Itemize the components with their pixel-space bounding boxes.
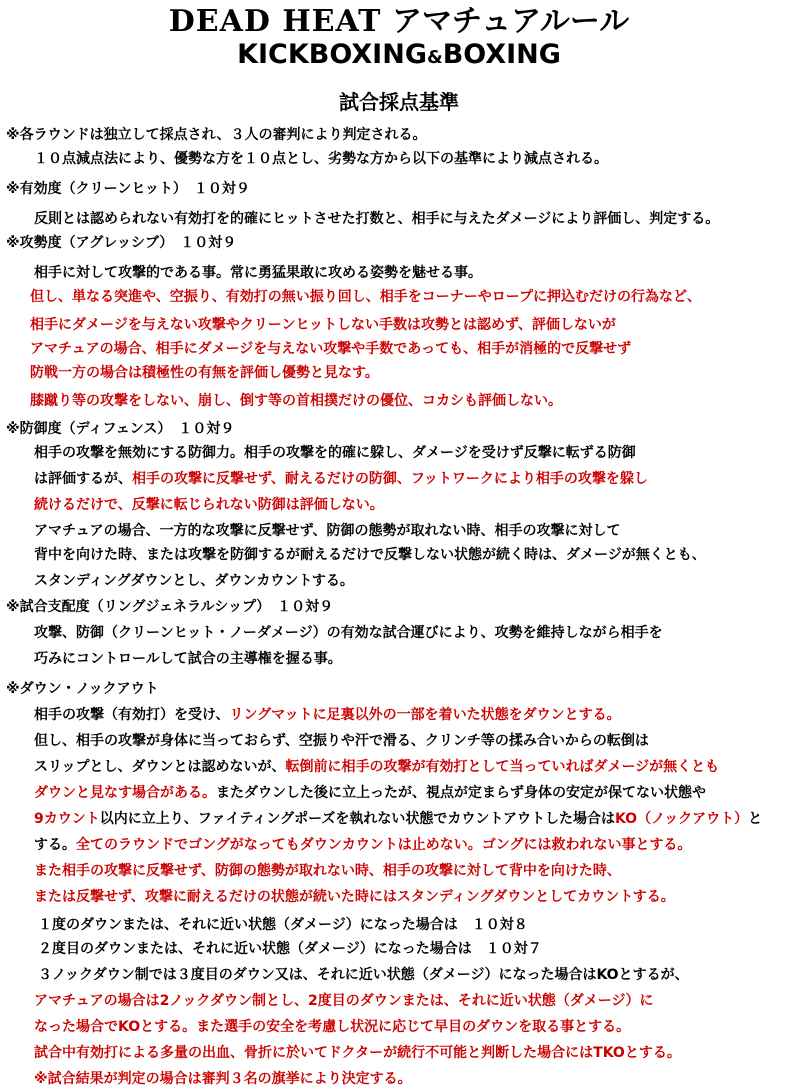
rule-line <box>30 286 701 308</box>
rule-text: スタンディングダウンとし、ダウンカウントする。 <box>34 573 354 589</box>
rule-text: 巧みにコントロールして試合の主導権を握る事。 <box>34 651 342 667</box>
rule-line <box>30 362 379 384</box>
rule-line <box>34 148 608 170</box>
highlighted-text: 試合中有効打による多量の出血、骨折に於いてドクターが続行不可能と判断した場合にはTKOとする。 <box>34 1045 681 1061</box>
rule-line <box>34 648 342 670</box>
subtitle-ampersand: & <box>427 47 443 68</box>
rule-line <box>30 338 631 360</box>
rule-line <box>34 442 636 464</box>
rule-line <box>30 314 616 336</box>
highlighted-text: なった場合でKOとする。また選手の安全を考慮し状況に応じて早目のダウンを取る事とする。 <box>34 1019 631 1035</box>
rule-line <box>34 730 649 752</box>
highlighted-text: アマチュアの場合、相手にダメージを与えない攻撃や手数であっても、相手が消極的で反撃せず <box>30 341 632 357</box>
rule-text: アマチュアの場合、一方的な攻撃に反撃せず、防御の態勢が取れない時、相手の攻撃に対して <box>34 523 621 539</box>
rule-line <box>34 468 648 490</box>
highlighted-text: または反撃せず、攻撃に耐えるだけの状態が続いた時にはスタンディングダウンとしてカウントする。 <box>34 889 675 905</box>
rule-text: ※攻勢度（アグレッシブ） １０対９ <box>6 235 237 251</box>
rule-text: ※有効度（クリーンヒット） １０対９ <box>6 181 250 197</box>
rule-text: 反則とは認められない有効打を的確にヒットさせた打数と、相手に与えたダメージにより評価し、判定する。 <box>34 211 720 227</box>
rule-line <box>6 678 159 700</box>
highlighted-text: リングマットに足裏以外の一部を着いた状態をダウンとする。 <box>229 707 621 723</box>
rule-text: 攻撃、防御（クリーンヒット・ノーダメージ）の有効な試合運びにより、攻勢を維持しながら相手を <box>34 625 663 641</box>
rule-text: 相手の攻撃（有効打）を受け、 <box>34 707 230 723</box>
rule-line <box>34 756 719 778</box>
rule-line <box>6 178 250 200</box>
rule-text: 相手に対して攻撃的である事。常に勇猛果敢に攻める姿勢を魅せる事。 <box>34 265 482 281</box>
rule-text: ※防御度（ディフェンス） １０対９ <box>6 421 235 437</box>
rule-line <box>34 622 663 644</box>
subtitle-kickboxing: KICKBOXING <box>237 39 427 70</box>
highlighted-text: ※試合結果が判定の場合は審判３名の旗挙により決定する。 <box>34 1071 412 1087</box>
rule-line <box>34 520 620 542</box>
rule-text: 相手の攻撃を無効にする防御力。相手の攻撃を的確に躱し、ダメージを受けず反撃に転ずる防御 <box>34 445 636 461</box>
rule-text: またダウンした後に立上ったが、視点が定まらず身体の安定が保てない状態や <box>216 785 706 801</box>
rule-line <box>34 1068 412 1090</box>
rule-line <box>6 232 236 254</box>
title-english: DEAD HEAT <box>168 4 382 39</box>
rule-text: １０点減点法により、優勢な方を１０点とし、劣勢な方から以下の基準により減点される。 <box>34 151 608 167</box>
highlighted-text: 全てのラウンドでゴングがなってもダウンカウントは止めない。ゴングには救われない事とする。 <box>76 837 692 853</box>
rule-line <box>38 914 528 936</box>
rule-line <box>34 544 706 566</box>
rule-line <box>34 990 654 1012</box>
rule-line <box>6 418 234 440</box>
highlighted-text: 転倒前に相手の攻撃が有効打として当っていればダメージが無くとも <box>285 759 720 775</box>
rule-text: ※ダウン・ノックアウト <box>6 681 159 697</box>
rule-line <box>34 886 675 908</box>
rule-line <box>30 390 562 412</box>
rule-line <box>34 704 621 726</box>
rule-line <box>34 570 354 592</box>
rule-line <box>34 834 691 856</box>
highlighted-text: アマチュアの場合は2ノックダウン制とし、2度目のダウンまたは、それに近い状態（ダメージ）に <box>34 993 654 1009</box>
highlighted-text: 膝蹴り等の攻撃をしない、崩し、倒す等の首相撲だけの優位、コカシも評価しない。 <box>30 393 562 409</box>
rule-line <box>34 1016 630 1038</box>
highlighted-text: 9カウント <box>34 811 100 827</box>
highlighted-text: 但し、単なる突進や、空振り、有効打の無い振り回し、相手をコーナーやロープに押込むだけの行為など、 <box>30 289 702 305</box>
highlighted-text: 防戦一方の場合は積極性の有無を評価し優勢と見なす。 <box>30 365 379 381</box>
rule-text: ※試合支配度（リングジェネラルシップ） １０対９ <box>6 599 334 615</box>
document-title <box>0 4 798 40</box>
rule-text: １度のダウンまたは、それに近い状態（ダメージ）になった場合は １０対８ <box>38 917 528 933</box>
rule-line <box>34 208 719 230</box>
rule-text: 背中を向けた時、または攻撃を防御するが耐えるだけで反撃しない状態が続く時は、ダメージが無くとも、 <box>34 547 706 563</box>
rule-line <box>6 596 333 618</box>
rule-text: 但し、相手の攻撃が身体に当っておらず、空振りや汗で滑る、クリンチ等の揉み合いからの転倒は <box>34 733 649 749</box>
subtitle-boxing: BOXING <box>442 39 561 70</box>
rule-text: ２度目のダウンまたは、それに近い状態（ダメージ）になった場合は １０対７ <box>38 941 542 957</box>
highlighted-text: KO（ノックアウト） <box>614 811 749 827</box>
highlighted-text: 相手にダメージを与えない攻撃やクリーンヒットしない手数は攻勢とは認めず、評価しないが <box>30 317 616 333</box>
rule-line <box>38 964 689 986</box>
rule-text: は評価するが、 <box>34 471 132 487</box>
rule-line <box>34 1042 681 1064</box>
highlighted-text: 相手の攻撃に反撃せず、耐えるだけの防御、フットワークにより相手の攻撃を躱し <box>132 471 648 487</box>
rule-line <box>34 262 482 284</box>
rule-line <box>34 860 621 882</box>
rule-line <box>38 938 542 960</box>
rule-text: ３ノックダウン制では３度目のダウン又は、それに近い状態（ダメージ）になった場合はKOとするが、 <box>38 967 689 983</box>
rule-line <box>34 494 384 516</box>
rule-text: ※各ラウンドは独立して採点され、３人の審判により判定される。 <box>6 127 427 143</box>
title-japanese: アマチュアルール <box>391 4 630 39</box>
highlighted-text: 続けるだけで、反撃に転じられない防御は評価しない。 <box>34 497 384 513</box>
rule-text: スリップとし、ダウンとは認めないが、 <box>34 759 286 775</box>
rule-line <box>34 808 762 830</box>
section-heading: 試合採点基準 <box>339 90 459 114</box>
highlighted-text: また相手の攻撃に反撃せず、防御の態勢が取れない時、相手の攻撃に対して背中を向けた時、 <box>34 863 621 879</box>
rule-text: と <box>748 811 763 827</box>
rule-line <box>34 782 706 804</box>
rule-text: する。 <box>34 837 76 853</box>
highlighted-text: ダウンと見なす場合がある。 <box>34 785 216 801</box>
rule-line <box>6 124 426 146</box>
document-subtitle <box>0 38 798 75</box>
rule-text: 以内に立上り、ファイティングポーズを執れない状態でカウントアウトした場合は <box>99 811 615 827</box>
